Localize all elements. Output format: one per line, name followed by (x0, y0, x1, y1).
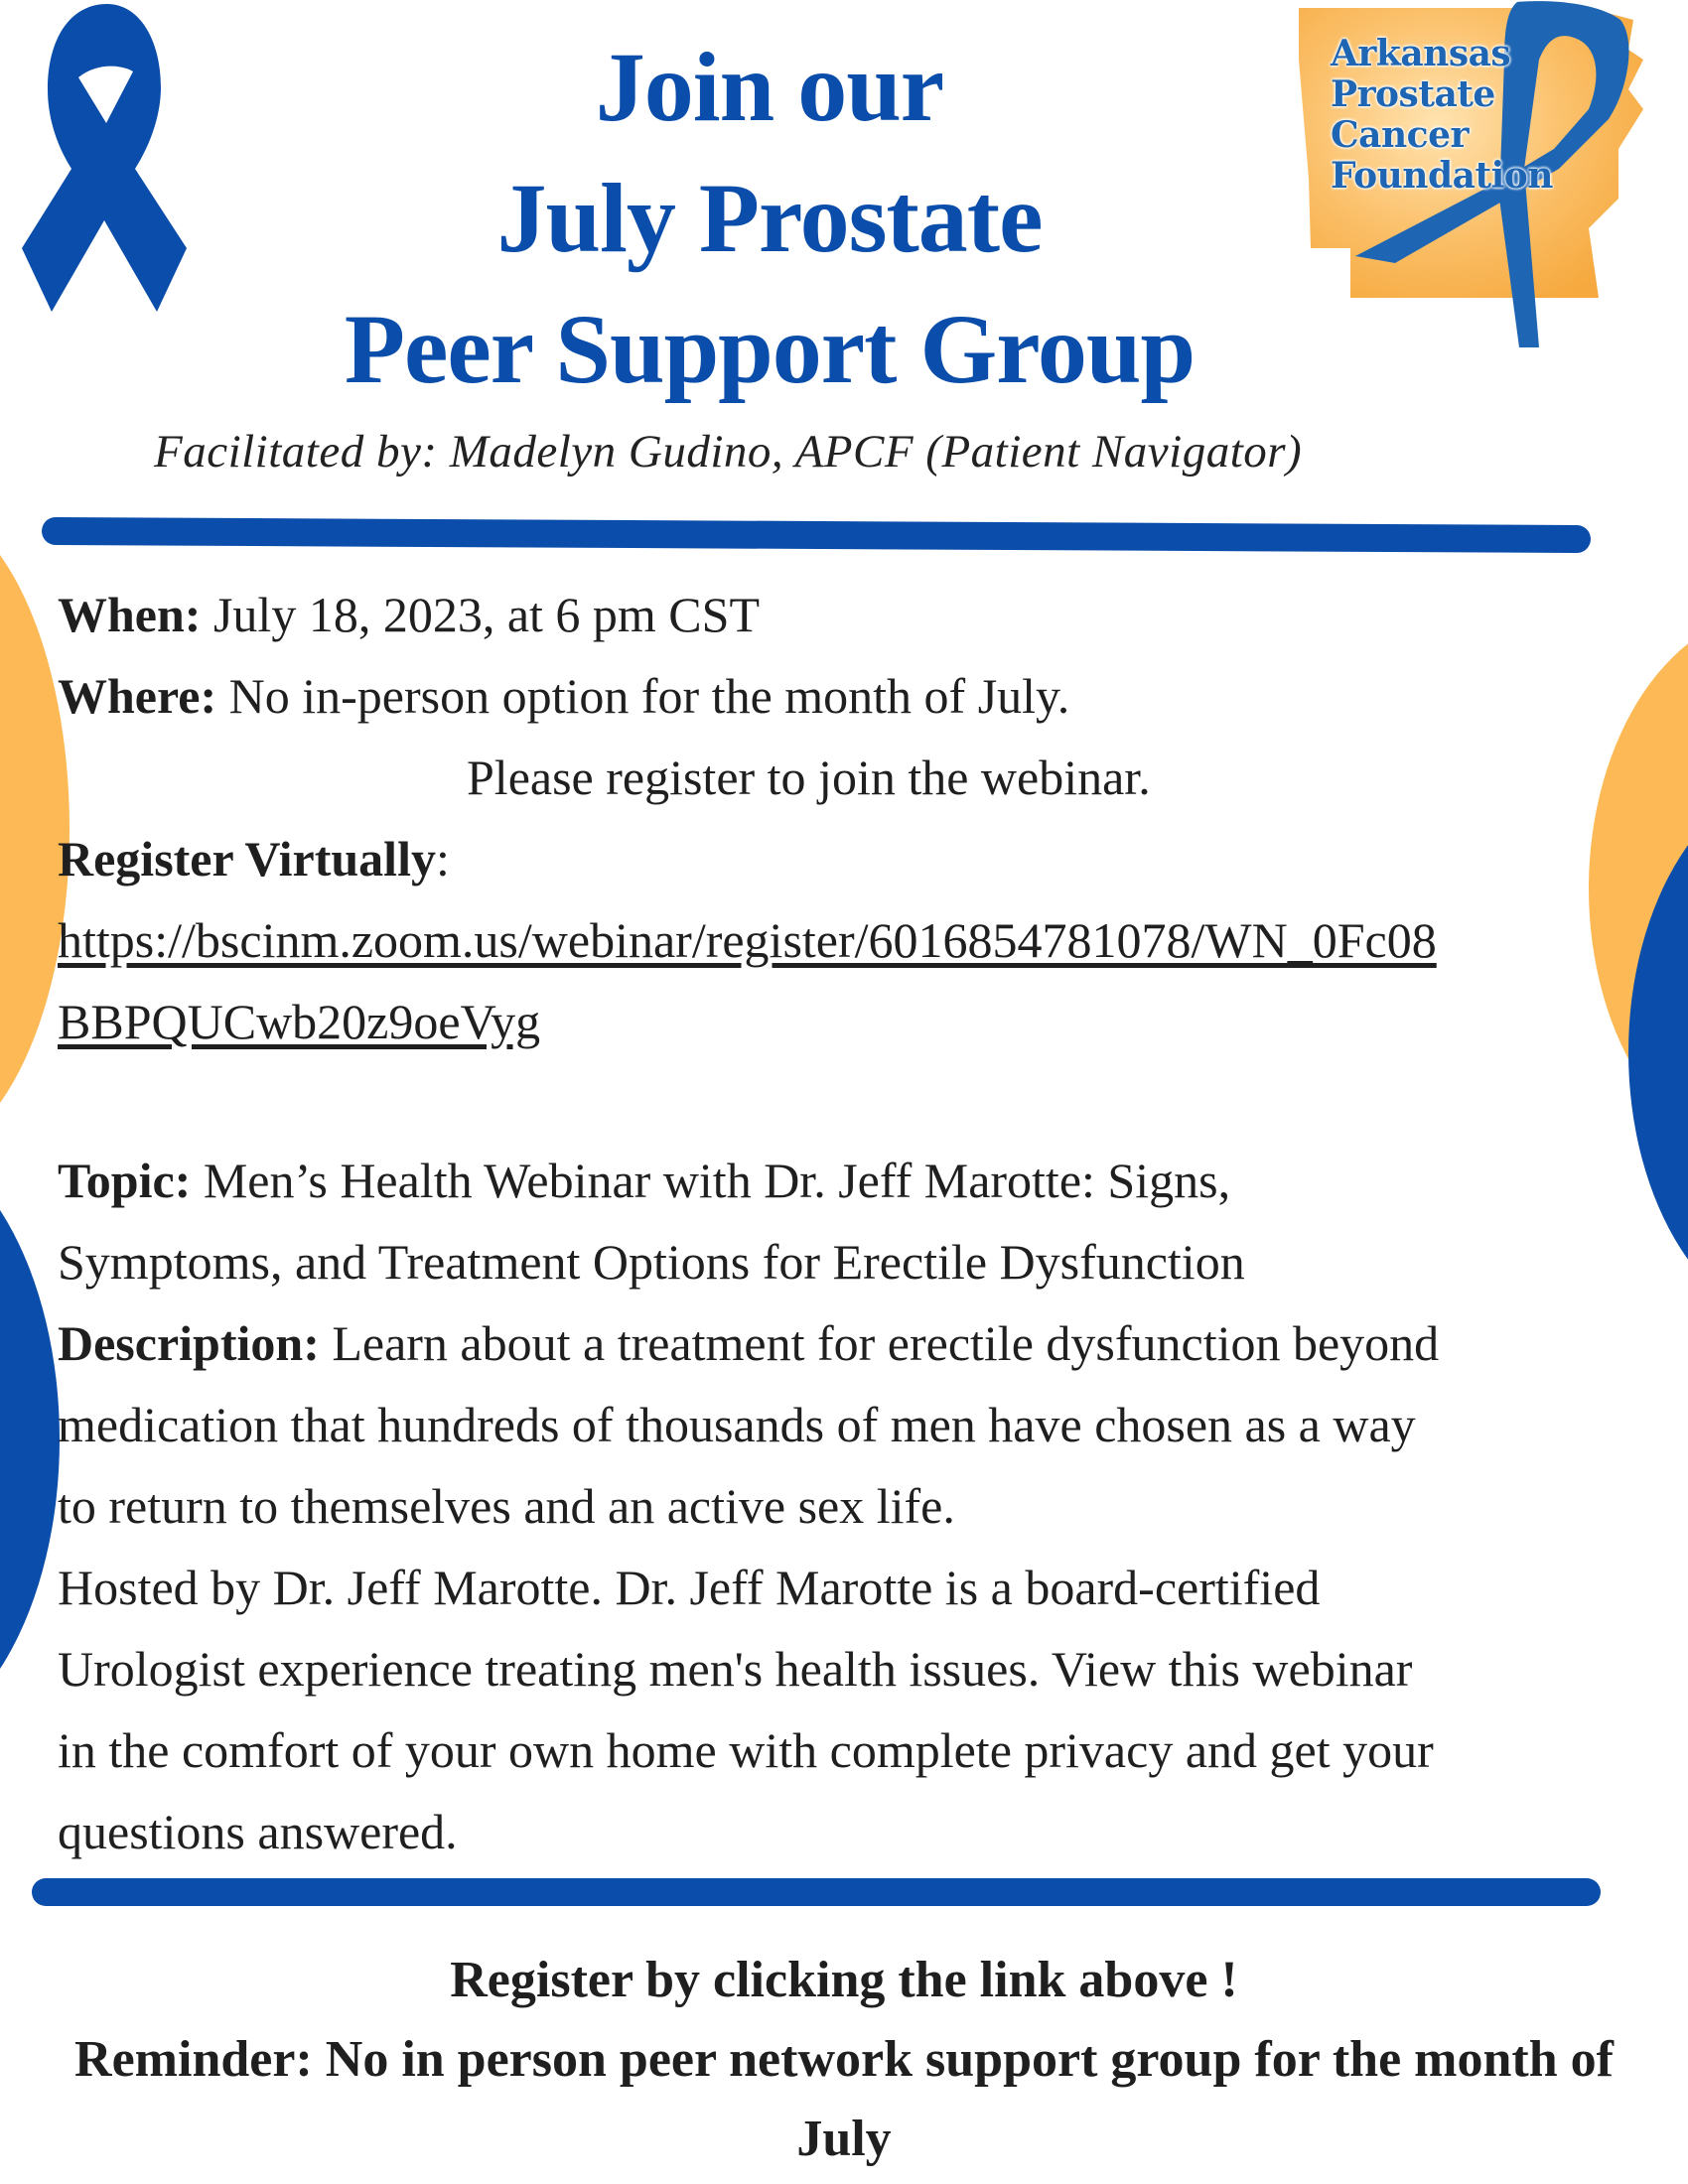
when-value: July 18, 2023, at 6 pm CST (201, 587, 760, 642)
page-title (298, 22, 1241, 415)
apcf-logo (1291, 0, 1688, 357)
registration-link[interactable] (58, 899, 1646, 981)
title-line-3: Peer Support Group (344, 294, 1196, 404)
logo-line-prostate: Prostate (1331, 73, 1495, 115)
reminder-line-2: July (796, 2111, 892, 2167)
divider-bar-bottom (32, 1878, 1601, 1906)
where-note: Please register to join the webinar. (467, 750, 1151, 805)
description-line-1: Learn about a treatment for erectile dysfunction beyond (319, 1315, 1440, 1371)
logo-wordmark (1331, 34, 1553, 197)
hosted-line-2: Urologist experience treating men's health issues. View this webinar (58, 1641, 1413, 1697)
decorative-circle-blue-left (0, 1132, 60, 1747)
topic-row (58, 1140, 1646, 1221)
where-row (58, 655, 1646, 737)
registration-link-cont[interactable] (58, 981, 1646, 1062)
logo-line-arkansas: Arkansas (1331, 33, 1511, 74)
register-label: Register Virtually (58, 831, 436, 887)
title-line-2: July Prostate (496, 163, 1043, 273)
hosted-line-3: in the comfort of your own home with complete privacy and get your (58, 1722, 1434, 1778)
where-label: Where: (58, 668, 217, 724)
description-line-3: to return to themselves and an active sex life. (58, 1478, 955, 1534)
register-colon: : (435, 831, 450, 887)
when-row (58, 574, 1646, 655)
logo-line-foundation: Foundation (1331, 155, 1553, 197)
title-line-1: Join our (595, 32, 944, 142)
reminder-line-1: Reminder: No in person peer network support group for the month of (74, 2031, 1614, 2088)
when-label: When: (58, 587, 202, 642)
topic-line-2: Symptoms, and Treatment Options for Erectile Dysfunction (58, 1234, 1245, 1290)
where-value: No in-person option for the month of July. (216, 668, 1070, 724)
event-details (58, 574, 1646, 1062)
description-row (58, 1302, 1646, 1384)
registration-link-line-2[interactable]: BBPQUCwb20z9oeVyg (58, 994, 541, 1049)
hosted-line-1: Hosted by Dr. Jeff Marotte. Dr. Jeff Marotte is a board-certified (58, 1560, 1321, 1615)
footer-notice (0, 1941, 1688, 2179)
description-label: Description: (58, 1315, 320, 1371)
topic-label: Topic: (58, 1153, 192, 1208)
topic-line-1: Men’s Health Webinar with Dr. Jeff Marotte: Signs, (191, 1153, 1231, 1208)
webinar-details (58, 1140, 1646, 1872)
registration-link-line-1[interactable]: https://bscinm.zoom.us/webinar/register/6016854781078/WN_0Fc08 (58, 912, 1437, 968)
divider-bar-top (42, 517, 1591, 553)
register-cta: Register by clicking the link above ! (450, 1952, 1238, 2008)
logo-line-cancer: Cancer (1331, 114, 1469, 156)
description-line-2: medication that hundreds of thousands of men have chosen as a way (58, 1397, 1416, 1452)
facilitator-line: Facilitated by: Madelyn Gudino, APCF (Patient Navigator) (154, 426, 1303, 478)
hosted-line-4: questions answered. (58, 1804, 458, 1859)
register-row (58, 818, 1646, 899)
awareness-ribbon-icon (10, 0, 209, 318)
